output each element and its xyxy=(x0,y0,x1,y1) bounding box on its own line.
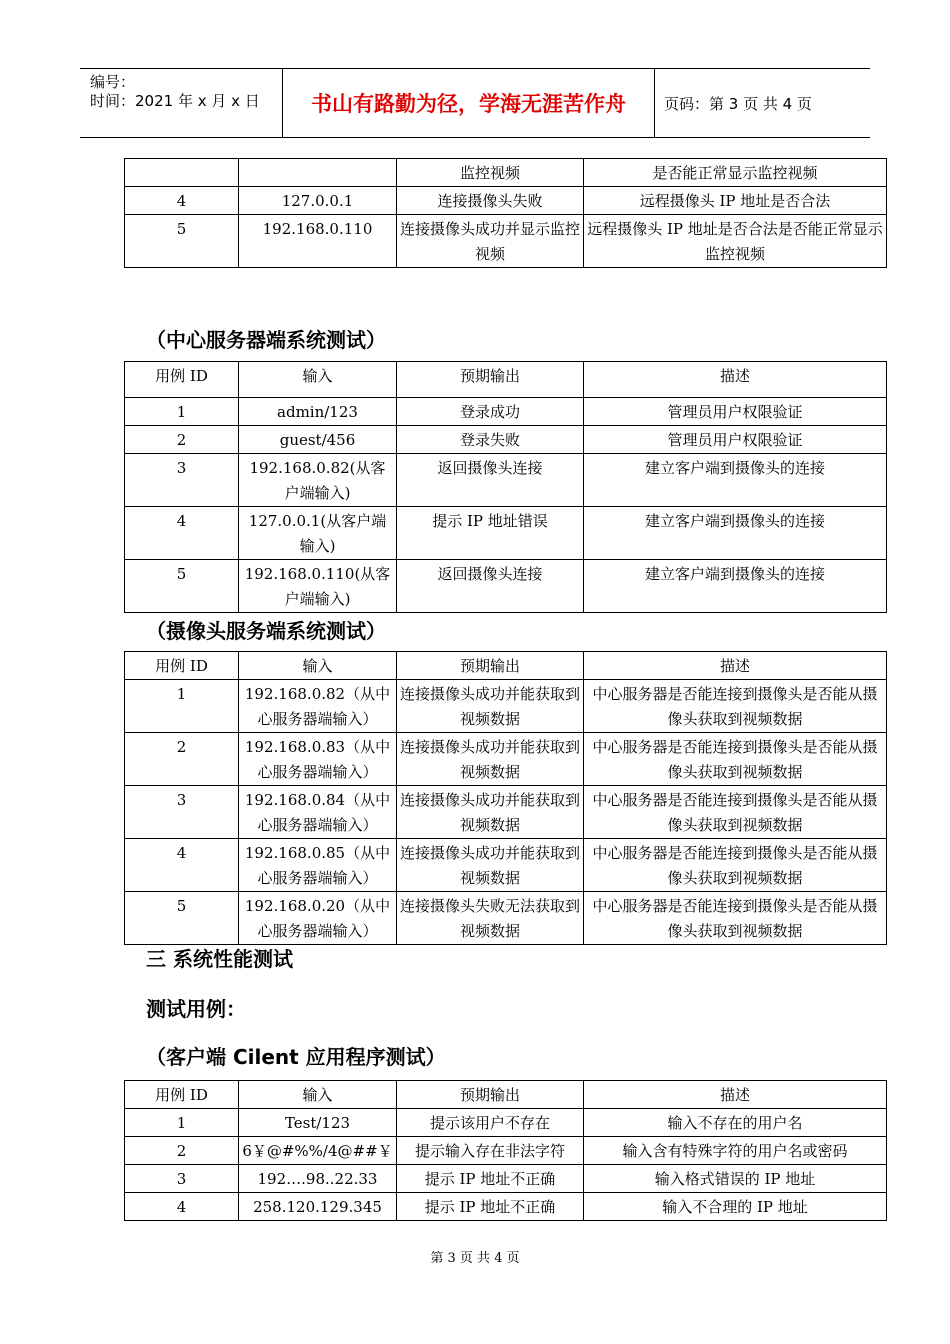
case-id-cell: 3 xyxy=(125,1165,239,1193)
case-id-cell: 2 xyxy=(125,426,239,454)
table-camera-server xyxy=(124,651,887,945)
header-cell: 输入 xyxy=(239,652,397,680)
case-id-cell: 5 xyxy=(125,892,239,945)
description-cell: 建立客户端到摄像头的连接 xyxy=(584,507,887,560)
table-continued xyxy=(124,158,887,268)
table-header-row xyxy=(125,1081,887,1109)
expected-output-cell: 提示 IP 地址错误 xyxy=(397,507,584,560)
input-cell: 192.168.0.85（从中心服务器端输入） xyxy=(239,839,397,892)
header-cell: 输入 xyxy=(239,362,397,398)
description-cell: 中心服务器是否能连接到摄像头是否能从摄像头获取到视频数据 xyxy=(584,786,887,839)
header-cell: 预期输出 xyxy=(397,1081,584,1109)
table-row xyxy=(125,507,887,560)
table-client-app xyxy=(124,1080,887,1221)
description-cell: 中心服务器是否能连接到摄像头是否能从摄像头获取到视频数据 xyxy=(584,892,887,945)
table-row xyxy=(125,1165,887,1193)
page-footer: 第 3 页 共 4 页 xyxy=(430,1251,520,1266)
section-center-server: （中心服务器端系统测试） xyxy=(146,328,386,352)
header-cell: 描述 xyxy=(584,362,887,398)
description-cell: 是否能正常显示监控视频 xyxy=(584,159,887,187)
expected-output-cell: 返回摄像头连接 xyxy=(397,454,584,507)
document-date: 时间：2021 年 x 月 x 日 xyxy=(90,92,260,110)
description-cell: 建立客户端到摄像头的连接 xyxy=(584,454,887,507)
case-id-cell: 5 xyxy=(125,560,239,613)
table-header-row xyxy=(125,652,887,680)
expected-output-cell: 登录失败 xyxy=(397,426,584,454)
input-cell: guest/456 xyxy=(239,426,397,454)
expected-output-cell: 连接摄像头成功并能获取到视频数据 xyxy=(397,786,584,839)
input-cell: 6￥@#%%/4@##￥ xyxy=(239,1137,397,1165)
table-row xyxy=(125,680,887,733)
input-cell: 258.120.129.345 xyxy=(239,1193,397,1221)
case-id-cell: 4 xyxy=(125,1193,239,1221)
case-id-cell: 1 xyxy=(125,1109,239,1137)
description-cell: 建立客户端到摄像头的连接 xyxy=(584,560,887,613)
header-motto: 书山有路勤为径，学海无涯苦作舟 xyxy=(283,69,655,137)
expected-output-cell: 连接摄像头失败无法获取到视频数据 xyxy=(397,892,584,945)
input-cell: 192.168.0.83（从中心服务器端输入） xyxy=(239,733,397,786)
heading-test-cases: 测试用例： xyxy=(146,997,246,1021)
table-row xyxy=(125,426,887,454)
case-id-cell: 1 xyxy=(125,398,239,426)
section-client-app: （客户端 Cilent 应用程序测试） xyxy=(146,1045,446,1069)
case-id-cell xyxy=(125,159,239,187)
table-row xyxy=(125,1109,887,1137)
case-id-cell: 3 xyxy=(125,786,239,839)
description-cell: 中心服务器是否能连接到摄像头是否能从摄像头获取到视频数据 xyxy=(584,733,887,786)
description-cell: 远程摄像头 IP 地址是否合法 xyxy=(584,187,887,215)
input-cell: admin/123 xyxy=(239,398,397,426)
table-row xyxy=(125,786,887,839)
table-center-server xyxy=(124,361,887,613)
table-row xyxy=(125,839,887,892)
header-cell: 用例 ID xyxy=(125,652,239,680)
table-row xyxy=(125,1137,887,1165)
table-row xyxy=(125,159,887,187)
table-row xyxy=(125,733,887,786)
expected-output-cell: 提示 IP 地址不正确 xyxy=(397,1193,584,1221)
input-cell: 192.168.0.110(从客户端输入) xyxy=(239,560,397,613)
expected-output-cell: 连接摄像头成功并能获取到视频数据 xyxy=(397,733,584,786)
expected-output-cell: 连接摄像头成功并显示监控视频 xyxy=(397,215,584,268)
table-row xyxy=(125,215,887,268)
input-cell: 127.0.0.1 xyxy=(239,187,397,215)
input-cell: Test/123 xyxy=(239,1109,397,1137)
expected-output-cell: 监控视频 xyxy=(397,159,584,187)
input-cell xyxy=(239,159,397,187)
table-row xyxy=(125,1193,887,1221)
case-id-cell: 4 xyxy=(125,507,239,560)
expected-output-cell: 登录成功 xyxy=(397,398,584,426)
description-cell: 中心服务器是否能连接到摄像头是否能从摄像头获取到视频数据 xyxy=(584,680,887,733)
section-camera-server: （摄像头服务端系统测试） xyxy=(146,619,386,643)
case-id-cell: 4 xyxy=(125,839,239,892)
description-cell: 管理员用户权限验证 xyxy=(584,398,887,426)
header-cell: 用例 ID xyxy=(125,362,239,398)
input-cell: 192.168.0.20（从中心服务器端输入） xyxy=(239,892,397,945)
table-row xyxy=(125,892,887,945)
expected-output-cell: 提示输入存在非法字符 xyxy=(397,1137,584,1165)
expected-output-cell: 连接摄像头失败 xyxy=(397,187,584,215)
description-cell: 输入含有特殊字符的用户名或密码 xyxy=(584,1137,887,1165)
table-row xyxy=(125,560,887,613)
header-cell: 输入 xyxy=(239,1081,397,1109)
expected-output-cell: 提示该用户不存在 xyxy=(397,1109,584,1137)
input-cell: 192.168.0.82(从客户端输入) xyxy=(239,454,397,507)
case-id-cell: 5 xyxy=(125,215,239,268)
description-cell: 远程摄像头 IP 地址是否合法是否能正常显示监控视频 xyxy=(584,215,887,268)
page-header xyxy=(80,68,870,138)
case-id-cell: 3 xyxy=(125,454,239,507)
table-row xyxy=(125,187,887,215)
case-id-cell: 2 xyxy=(125,1137,239,1165)
description-cell: 管理员用户权限验证 xyxy=(584,426,887,454)
expected-output-cell: 提示 IP 地址不正确 xyxy=(397,1165,584,1193)
header-cell: 用例 ID xyxy=(125,1081,239,1109)
description-cell: 输入不合理的 IP 地址 xyxy=(584,1193,887,1221)
description-cell: 输入格式错误的 IP 地址 xyxy=(584,1165,887,1193)
case-id-cell: 1 xyxy=(125,680,239,733)
header-meta xyxy=(80,69,283,137)
input-cell: 192.168.0.84（从中心服务器端输入） xyxy=(239,786,397,839)
table-header-row xyxy=(125,362,887,398)
document-number-label: 编号： xyxy=(90,73,136,91)
input-cell: 192….98..22.33 xyxy=(239,1165,397,1193)
expected-output-cell: 连接摄像头成功并能获取到视频数据 xyxy=(397,839,584,892)
description-cell: 中心服务器是否能连接到摄像头是否能从摄像头获取到视频数据 xyxy=(584,839,887,892)
header-page-info: 页码：第 3 页 共 4 页 xyxy=(664,95,812,113)
header-cell: 描述 xyxy=(584,652,887,680)
heading-performance-test: 三 系统性能测试 xyxy=(146,947,293,971)
header-cell: 预期输出 xyxy=(397,652,584,680)
expected-output-cell: 连接摄像头成功并能获取到视频数据 xyxy=(397,680,584,733)
expected-output-cell: 返回摄像头连接 xyxy=(397,560,584,613)
header-cell: 预期输出 xyxy=(397,362,584,398)
input-cell: 192.168.0.110 xyxy=(239,215,397,268)
description-cell: 输入不存在的用户名 xyxy=(584,1109,887,1137)
input-cell: 192.168.0.82（从中心服务器端输入） xyxy=(239,680,397,733)
table-row xyxy=(125,454,887,507)
input-cell: 127.0.0.1(从客户端输入) xyxy=(239,507,397,560)
case-id-cell: 4 xyxy=(125,187,239,215)
table-row xyxy=(125,398,887,426)
case-id-cell: 2 xyxy=(125,733,239,786)
header-cell: 描述 xyxy=(584,1081,887,1109)
